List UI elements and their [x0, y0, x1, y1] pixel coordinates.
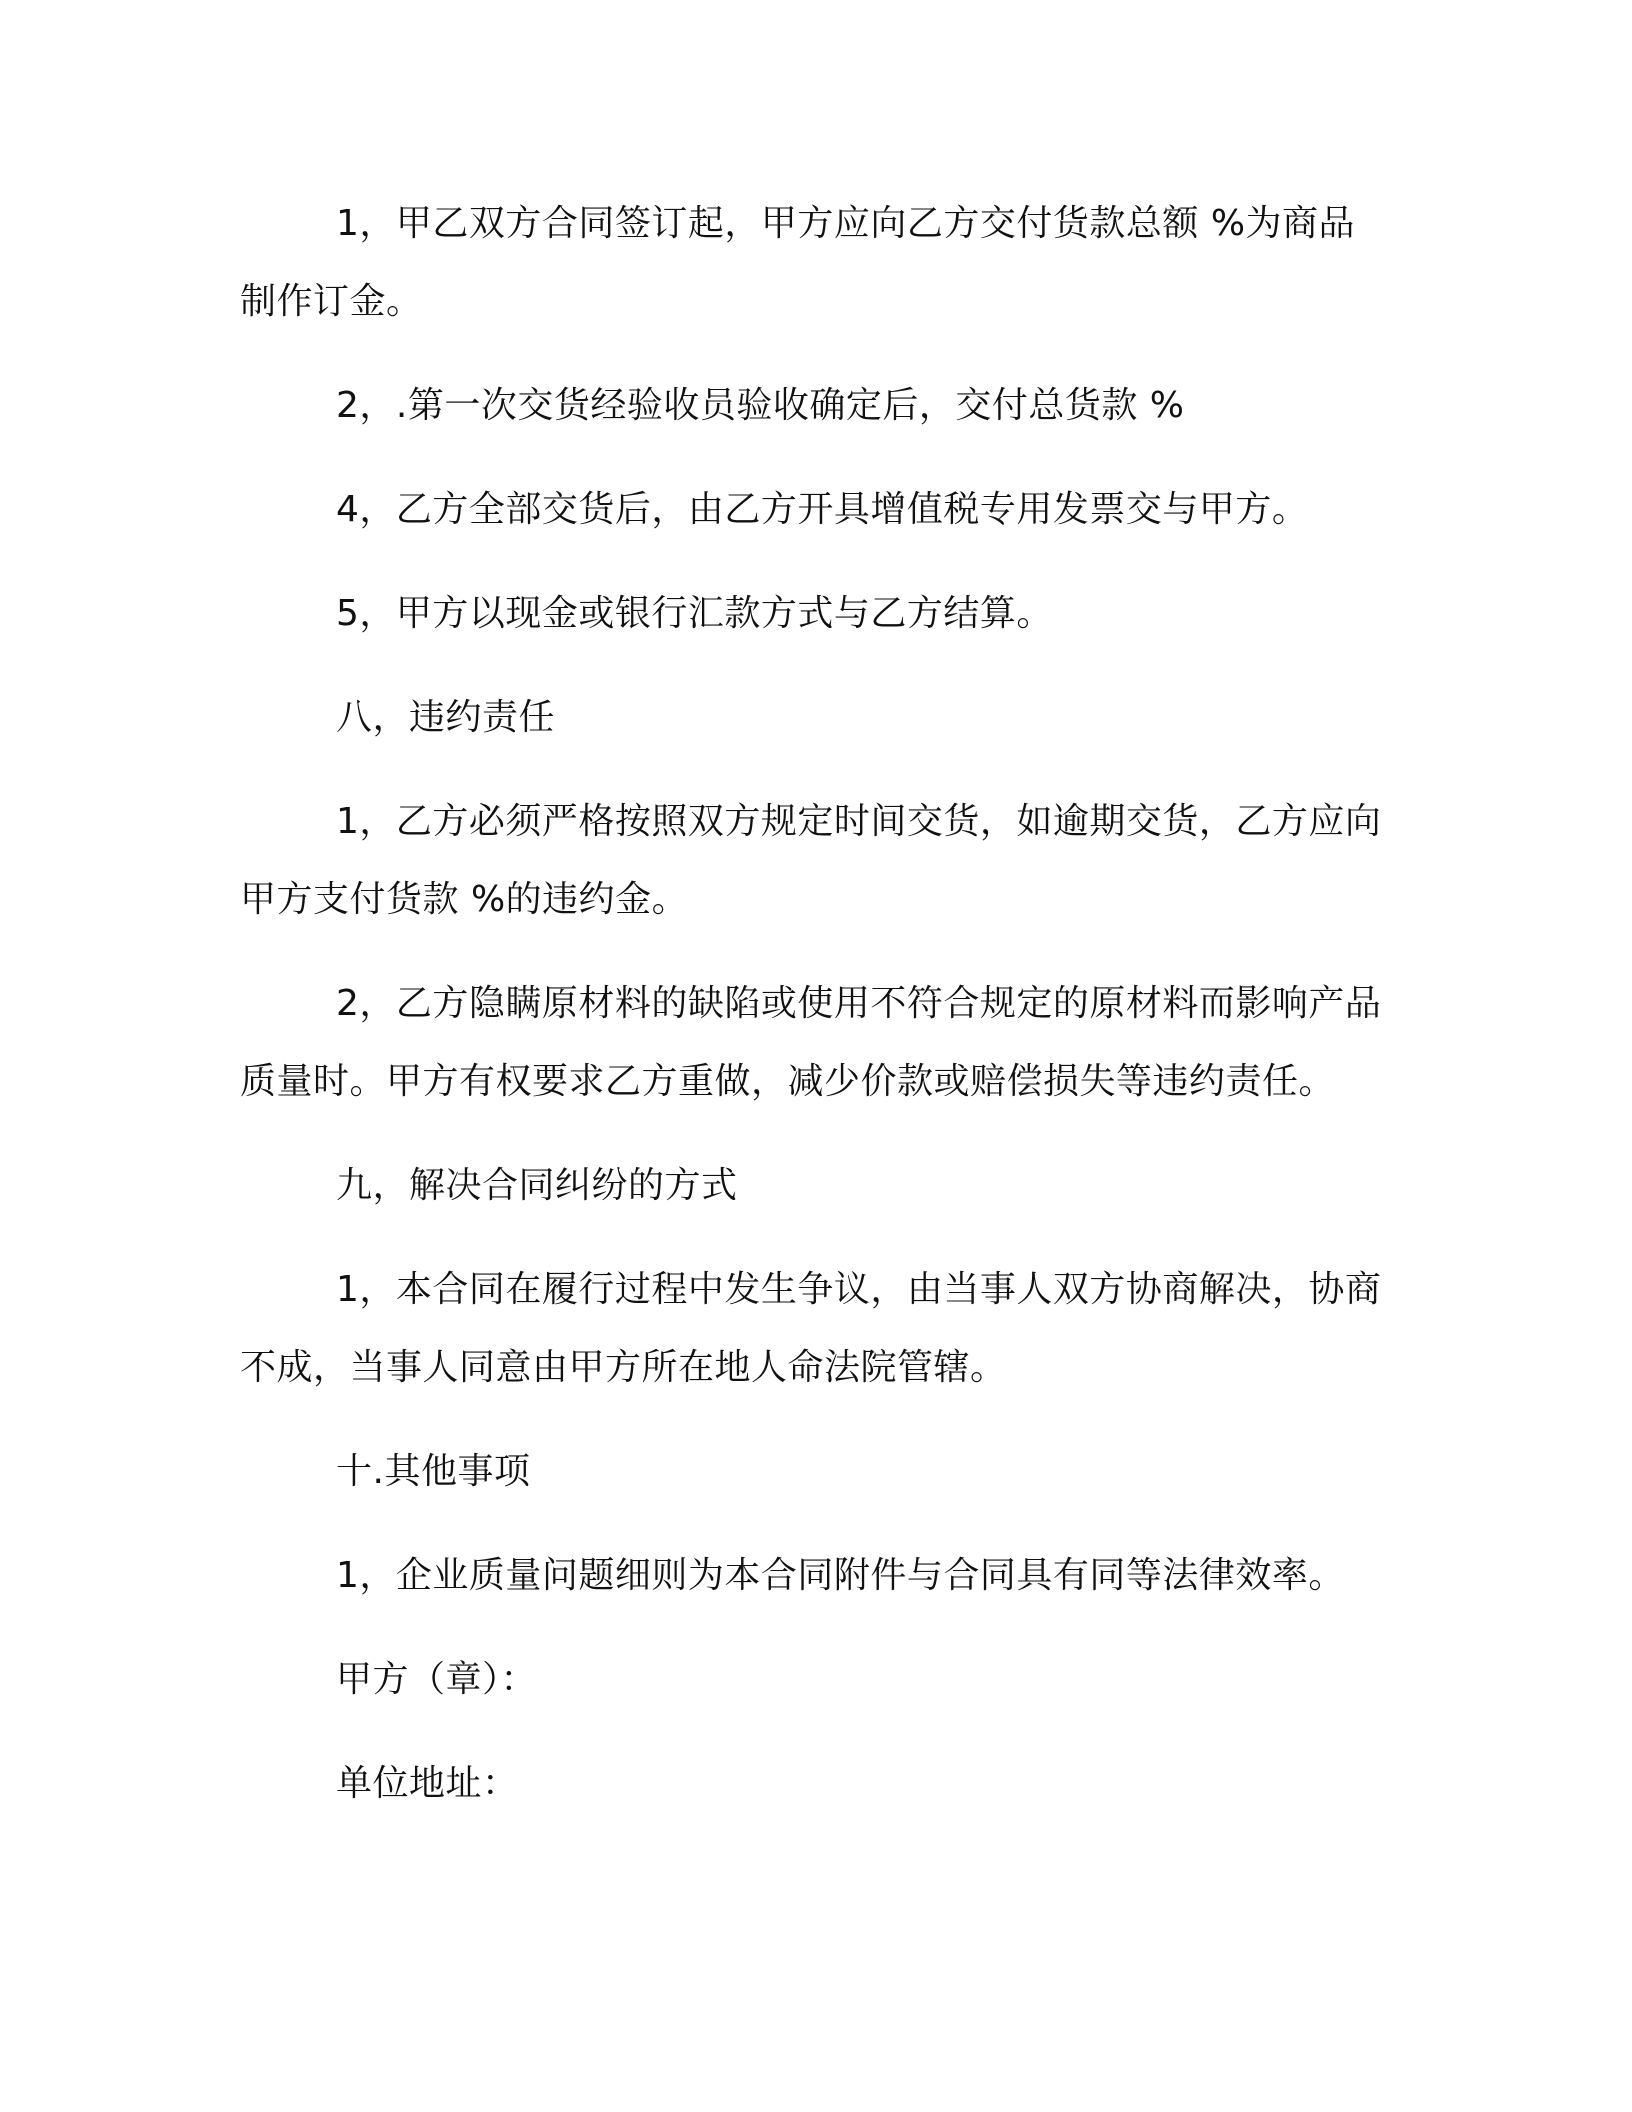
paragraph-quality-rules: 1，企业质量问题细则为本合同附件与合同具有同等法律效率。	[336, 1555, 1345, 1596]
company-address-label: 单位地址：	[336, 1763, 519, 1804]
paragraph-material-defects: 2，乙方隐瞒原材料的缺陷或使用不符合规定的原材料而影响产品质量时。甲方有权要求乙方重做，减少价款或赔偿损失等违约责任。	[240, 983, 1382, 1102]
paragraph-late-delivery: 1，乙方必须严格按照双方规定时间交货，如逾期交货，乙方应向甲方支付货款 %的违约金。	[240, 801, 1382, 920]
document-body	[240, 185, 1390, 1823]
signature-party-a: 甲方（章）：	[336, 1659, 538, 1700]
paragraph-first-delivery: 2，.第一次交货经验收员验收确定后，交付总货款 %	[336, 385, 1185, 426]
section-heading-breach: 八，违约责任	[336, 697, 556, 738]
paragraph-payment-deposit: 1，甲乙双方合同签订起，甲方应向乙方交付货款总额 %为商品制作订金。	[240, 203, 1356, 322]
section-heading-other: 十.其他事项	[336, 1451, 531, 1492]
paragraph-dispute-resolution: 1，本合同在履行过程中发生争议，由当事人双方协商解决，协商不成，当事人同意由甲方所在地人命法院管辖。	[240, 1269, 1382, 1388]
section-heading-disputes: 九，解决合同纠纷的方式	[336, 1165, 738, 1206]
paragraph-settlement: 5，甲方以现金或银行汇款方式与乙方结算。	[336, 593, 1053, 634]
paragraph-invoice: 4，乙方全部交货后，由乙方开具增值税专用发票交与甲方。	[336, 489, 1309, 530]
